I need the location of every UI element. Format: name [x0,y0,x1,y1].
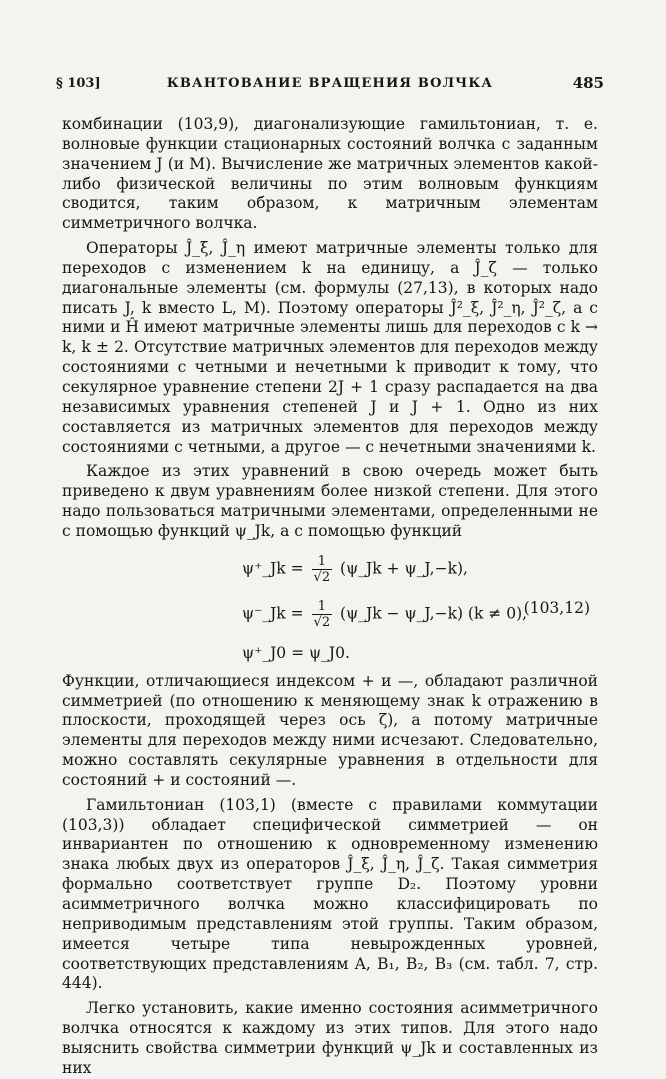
equation-line-3: ψ⁺_J0 = ψ_J0. [242,643,350,662]
paragraph-2: Операторы Ĵ_ξ, Ĵ_η имеют матричные элементы только для переходов с изменением k на единицу, а Ĵ_ζ — только диагональные элементы (см. формулы (27,13), в которых надо писать J, k вместо L, M). Поэтому операторы Ĵ²_ξ, Ĵ²_η, Ĵ²_ζ, а с ними и Ĥ имеют матричные элементы лишь для переходов с k → k, k ± 2. Отсутствие матричных элементов для переходов между состояниями с четными и нечетными k приводит к тому, что секулярное уравнение степени 2J + 1 сразу распадается на два независимых уравнения степеней J и J + 1. Одно из них составляется из матричных элементов для переходов между состояниями с четными, а другое — с нечетными значениями k. [62,239,598,456]
page-number: 485 [572,74,604,92]
page-body [62,115,598,1079]
eq1-rhs: (ψ_Jk + ψ_J,−k), [340,559,468,578]
eq1-numerator: 1 [312,554,333,570]
eq1-denominator: √2 [313,569,331,585]
paragraph-5: Гамильтониан (103,1) (вместе с правилами коммутации (103,3)) обладает специфической симметрией — он инвариантен по отношению к одновременному изменению знака любых двух из операторов Ĵ_ξ, Ĵ_η, Ĵ_ζ. Такая симметрия формально соответствует группе D₂. Поэтому уровни асимметричного волчка можно классифицировать по неприводимым представлениям этой группы. Таким образом, имеется четыре типа невырожденных уровней, соответствующих представлениям A, B₁, B₂, B₃ (см. табл. 7, стр. 444). [62,795,598,993]
equation-block [62,544,598,670]
chapter-title: КВАНТОВАНИЕ ВРАЩЕНИЯ ВОЛЧКА [166,76,494,91]
eq1-lhs: ψ⁺_Jk = [242,559,304,578]
paragraph-3: Каждое из этих уравнений в свою очередь может быть приведено к двум уравнениям более низкой степени. Для этого надо пользоваться матричными элементами, определенными не с помощью функций ψ_Jk, а с помощью функций [62,462,598,540]
eq2-denominator: √2 [313,614,331,630]
paragraph-6: Легко установить, какие именно состояния асимметричного волчка относятся к каждому из этих типов. Для этого надо выяснить свойства симметрии функций ψ_Jk и составленных из них [62,999,598,1077]
eq1-fraction [312,554,333,585]
eq2-lhs: ψ⁻_Jk = [242,604,304,623]
eq2-fraction [312,599,333,630]
paragraph-4: Функции, отличающиеся индексом + и —, обладают различной симметрией (по отношению к меняющему знак k отражению в плоскости, проходящей через ось ζ), а потому матричные элементы для переходов между ними исчезают. Следовательно, можно составлять секулярные уравнения в отдельности для состояний + и состояний —. [62,671,598,789]
equation-line-2 [242,599,527,630]
section-reference: § 103] [56,76,101,91]
paragraph-1: комбинации (103,9), диагонализующие гамильтониан, т. е. волновые функции стационарных состояний волчка с заданным значением J (и M). Вычисление же матричных элементов какой-либо физической величины по этим волновым функциям сводится, таким образом, к матричным элементам симметричного волчка. [62,115,598,233]
eq2-numerator: 1 [312,599,333,615]
equation-number: (103,12) [523,598,590,617]
running-header [56,72,604,94]
equation-line-1 [242,554,468,585]
eq2-rhs: (ψ_Jk − ψ_J,−k) (k ≠ 0), [340,604,528,623]
